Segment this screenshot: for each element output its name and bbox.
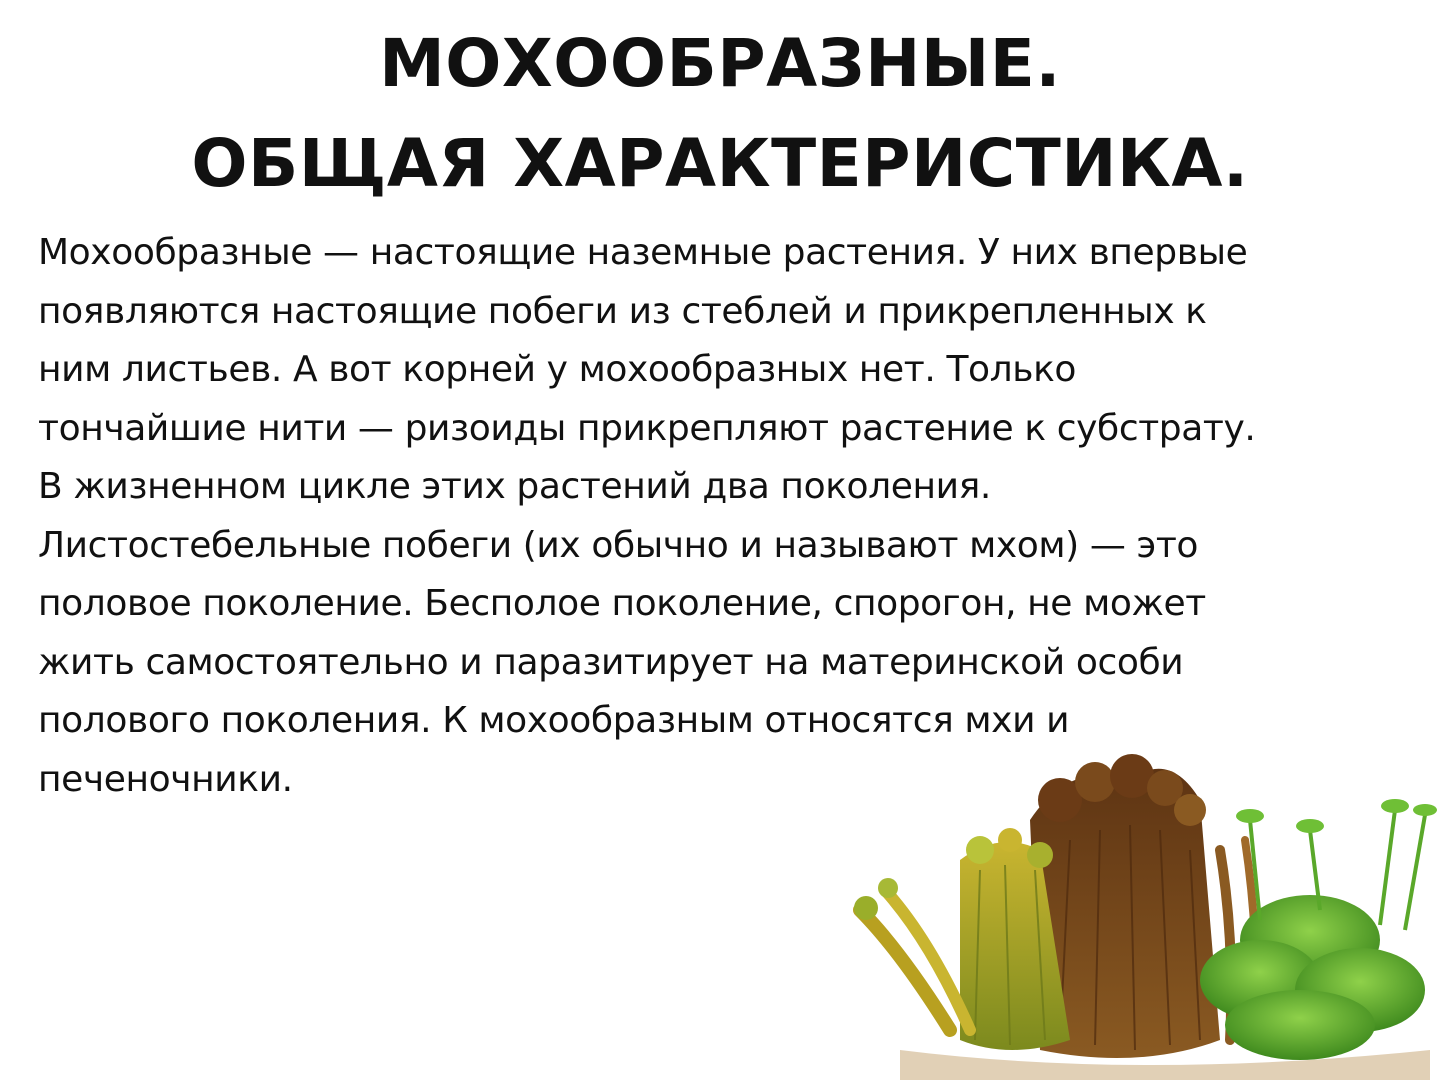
yellow-moss-clump	[854, 828, 1070, 1050]
body-line: ним листьев. А вот корней у мохообразных нет. Только	[38, 349, 1077, 390]
body-line: полового поколения. К мохообразным относятся мхи и	[38, 700, 1070, 741]
slide-title	[0, 14, 1440, 214]
moss-illustration-icon	[840, 740, 1440, 1080]
body-line: Мохообразные — настоящие наземные растения. У них впервые	[38, 232, 1248, 273]
body-line: тончайшие нити — ризоиды прикрепляют растение к субстрату.	[38, 407, 1256, 449]
body-line: появляются настоящие побеги из стеблей и прикрепленных к	[38, 290, 1207, 332]
body-line: Листостебельные побеги (их обычно и называют мхом) — это	[38, 524, 1199, 566]
body-paragraph	[38, 224, 1418, 809]
body-line: половое поколение. Бесполое поколение, спорогон, не может	[38, 583, 1206, 624]
body-line: печеночники.	[38, 758, 293, 800]
liverwort-cluster	[1200, 799, 1437, 1060]
body-line: В жизненном цикле этих растений два поколения.	[38, 466, 991, 507]
title-line-2: ОБЩАЯ ХАРАКТЕРИСТИКА.	[191, 125, 1249, 202]
title-line-1: МОХООБРАЗНЫЕ.	[379, 25, 1061, 102]
body-line: жить самостоятельно и паразитирует на материнской особи	[38, 641, 1184, 683]
